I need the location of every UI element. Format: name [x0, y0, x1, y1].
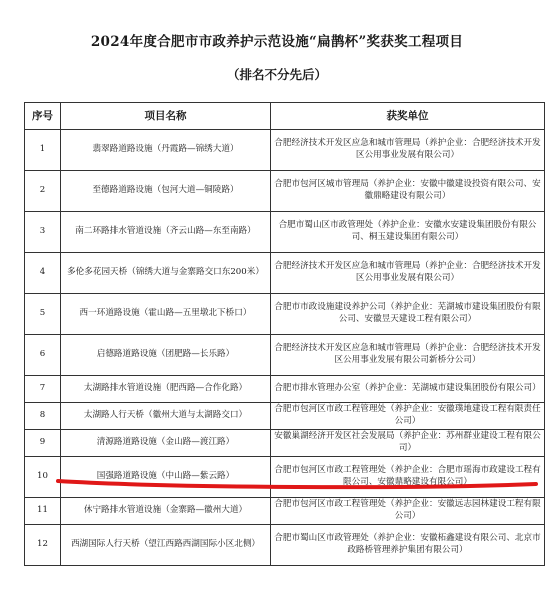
row-award-unit: 合肥经济技术开发区应急和城市管理局（养护企业：合肥经济技术开发区公用事业发展有限公司） — [271, 253, 545, 294]
table-row — [25, 403, 545, 430]
row-no: 10 — [25, 457, 61, 498]
row-no: 8 — [25, 403, 61, 430]
row-award-unit: 安徽巢湖经济开发区社会发展局（养护企业：苏州群业建设工程有限公司） — [271, 430, 545, 457]
row-project-name: 休宁路排水管道设施（金寨路—徽州大道） — [61, 498, 271, 525]
row-no: 3 — [25, 212, 61, 253]
award-table — [24, 102, 545, 566]
row-award-unit: 合肥市包河区市政工程管理处（养护企业：合肥市瑶海市政建设工程有限公司、安徽鼎略建设有限公司） — [271, 457, 545, 498]
row-project-name: 西一环道路设施（霍山路—五里墩北下桥口） — [61, 294, 271, 335]
row-no: 2 — [25, 171, 61, 212]
row-project-name: 南二环路排水管道设施（齐云山路—东至南路） — [61, 212, 271, 253]
row-award-unit: 合肥市包河区城市管理局（养护企业：安徽中徽建设投资有限公司、安徽鼎略建设有限公司） — [271, 171, 545, 212]
table-row — [25, 130, 545, 171]
row-no: 12 — [25, 525, 61, 566]
row-no: 1 — [25, 130, 61, 171]
document-title: 2024年度合肥市市政养护示范设施“扁鹊杯”奖获奖工程项目 — [90, 34, 464, 50]
row-no: 4 — [25, 253, 61, 294]
table-row — [25, 335, 545, 376]
document-subtitle: （排名不分先后） — [226, 67, 327, 82]
table-row — [25, 430, 545, 457]
header-project-name: 项目名称 — [61, 103, 271, 130]
row-no: 6 — [25, 335, 61, 376]
row-project-name: 至德路道路设施（包河大道—铜陵路） — [61, 171, 271, 212]
header-award-unit: 获奖单位 — [271, 103, 545, 130]
row-project-name: 翡翠路道路设施（丹霞路—锦绣大道） — [61, 130, 271, 171]
table-header-row — [25, 103, 545, 130]
row-no: 11 — [25, 498, 61, 525]
row-project-name: 太湖路人行天桥（徽州大道与太湖路交口） — [61, 403, 271, 430]
table-row — [25, 457, 545, 498]
row-award-unit: 合肥经济技术开发区应急和城市管理局（养护企业：合肥经济技术开发区公用事业发展有限公司新桥分公司） — [271, 335, 545, 376]
row-award-unit: 合肥市排水管理办公室（养护企业：芜湖城市建设集团股份有限公司） — [271, 376, 545, 403]
table-row — [25, 525, 545, 566]
row-no: 9 — [25, 430, 61, 457]
row-award-unit: 合肥市蜀山区市政管理处（养护企业：安徽水安建设集团股份有限公司、桐玉建设集团有限公司） — [271, 212, 545, 253]
table-row — [25, 294, 545, 335]
row-project-name: 启德路道路设施（团肥路—长乐路） — [61, 335, 271, 376]
table-row — [25, 253, 545, 294]
row-project-name: 多伦多花园天桥（锦绣大道与金寨路交口东200米） — [61, 253, 271, 294]
table-row — [25, 171, 545, 212]
row-project-name: 清源路道路设施（金山路—渡江路） — [61, 430, 271, 457]
row-project-name: 西湖国际人行天桥（望江西路西湖国际小区北侧） — [61, 525, 271, 566]
row-award-unit: 合肥市蜀山区市政管理处（养护企业：安徽柘鑫建设有限公司、北京市政路桥管理养护集团有限公司） — [271, 525, 545, 566]
table-row — [25, 376, 545, 403]
row-award-unit: 合肥市市政设施建设养护公司（养护企业：芜湖城市建设集团股份有限公司、安徽昱天建设工程有限公司） — [271, 294, 545, 335]
row-no: 5 — [25, 294, 61, 335]
row-award-unit: 合肥市包河区市政工程管理处（养护企业：安徽远志园林建设工程有限公司） — [271, 498, 545, 525]
row-award-unit: 合肥经济技术开发区应急和城市管理局（养护企业：合肥经济技术开发区公用事业发展有限公司） — [271, 130, 545, 171]
header-no: 序号 — [25, 103, 61, 130]
row-no: 7 — [25, 376, 61, 403]
row-award-unit: 合肥市包河区市政工程管理处（养护企业：安徽璞地建设工程有限责任公司） — [271, 403, 545, 430]
row-project-name: 太湖路排水管道设施（肥西路—合作化路） — [61, 376, 271, 403]
row-project-name: 国强路道路设施（中山路—紫云路） — [61, 457, 271, 498]
table-row — [25, 212, 545, 253]
table-row — [25, 498, 545, 525]
